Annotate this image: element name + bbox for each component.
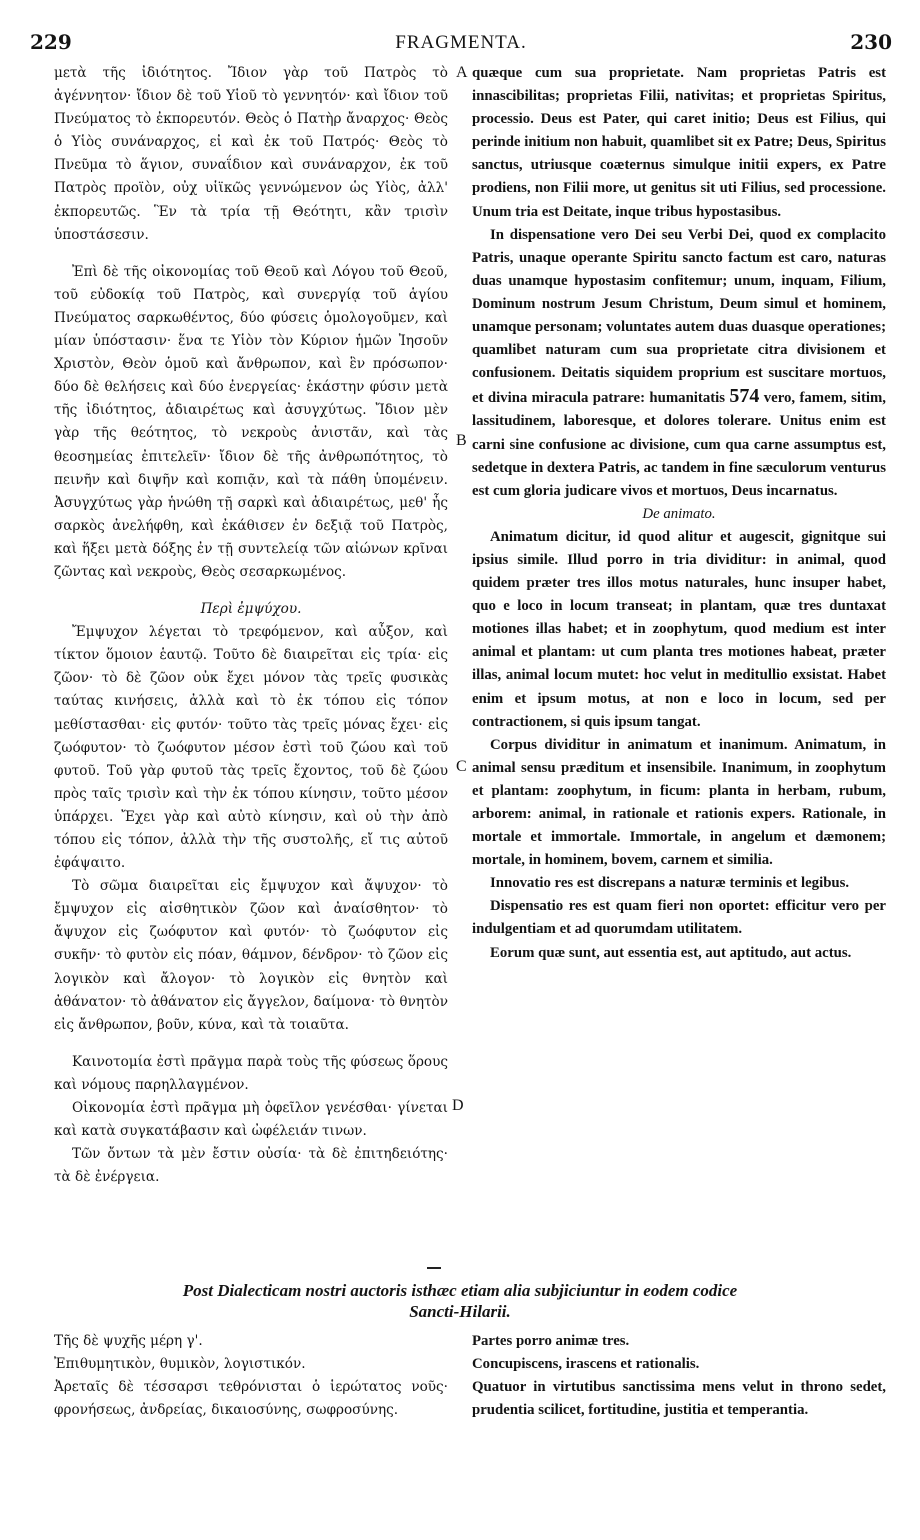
- bottom-latin-line: Quatuor in virtutibus sanctissima mens velut in throno sedet, prudentia scilicet, fortitudine, justitia et temperantia.: [472, 1379, 886, 1418]
- latin-section-heading: De animato.: [642, 505, 716, 522]
- latin-paragraph: Innovatio res est discrepans a naturæ terminis et legibus.: [490, 875, 850, 892]
- greek-paragraph: Καινοτομία ἐστὶ πρᾶγμα παρὰ τοὺς τῆς φύσεως ὅρους καὶ νόμους παρηλλαγμένον.: [54, 1053, 448, 1093]
- postscript-note: [60, 1280, 860, 1322]
- margin-letter-b: B: [456, 432, 467, 449]
- margin-letter-c: C: [456, 758, 467, 775]
- running-title: FRAGMENTA.: [395, 32, 527, 53]
- greek-column: [54, 62, 448, 1189]
- margin-letter-d: D: [452, 1097, 464, 1114]
- bottom-latin-line: Partes porro animæ tres.: [472, 1333, 630, 1349]
- greek-paragraph: μετὰ τῆς ἰδιότητος. Ἴδιον γὰρ τοῦ Πατρὸς τὸ ἀγέννητον· ἴδιον δὲ τοῦ Υἱοῦ τὸ γεννητόν· καὶ ἴδιον τοῦ Πνεύματος τὸ ἐκπορευτόν. Θεὸς ὁ Πατὴρ ἄναρχος· Θεὸς ὁ Υἱὸς συνάναρχος, εἰ καὶ ἐκ τοῦ Πατρός· Θεὸς τὸ Πνεῦμα τὸ ἅγιον, συναΐδιον καὶ συνάναρχον, ἐκ τοῦ Πατρὸς προϊὸν, οὐχ υἱϊκῶς γεννώμενον ὡς Υἱὸς, ἀλλ' ἐκπορευτῶς. Ἓν τὰ τρία τῇ Θεότητι, κἂν τρισὶν ὑποστάσεσιν.: [54, 65, 448, 243]
- postscript-line: Sancti-Hilarii.: [409, 1302, 511, 1321]
- left-page-number: 229: [30, 30, 72, 54]
- latin-column: [472, 62, 886, 965]
- bottom-greek-column: [54, 1330, 448, 1422]
- latin-paragraph: Dispensatio res est quam fieri non oportet: efficitur vero per indulgentiam et ad quorumdam utilitatem.: [472, 898, 886, 938]
- latin-text: In dispensatione vero Dei seu Verbi Dei, quod ex complacito Patris, unaque operante Spiritu sancto factum est caro, naturas duas unamque hypostasim confitemur; unum, inquam, Filium, Dominum nostrum Jesum Christum, Deum simul et hominem, unamque personam; voluntates autem duas duasque operationes; quamlibet naturam cum sua proprietate citra divisionem et confusionem. Deitatis siquidem proprium est suscitare mortuos, et divina miracula patrare: humanitatis: [472, 226, 886, 407]
- bottom-greek-line: Τῆς δὲ ψυχῆς μέρη γ'.: [54, 1333, 203, 1349]
- greek-paragraph: Τῶν ὄντων τὰ μὲν ἔστιν οὐσία· τὰ δὲ ἐπιτηδειότης· τὰ δὲ ἐνέργεια.: [54, 1146, 448, 1186]
- greek-paragraph: Τὸ σῶμα διαιρεῖται εἰς ἔμψυχον καὶ ἄψυχον· τὸ ἔμψυχον εἰς αἰσθητικὸν ζῶον καὶ ἀναίσθητον· τὸ ἄψυχον εἰς ζωόφυτον καὶ φυτόν· τὸ ζωόφυτον εἰς συκῆν· τὸ φυτὸν εἰς πόαν, θάμνον, δένδρον· τὸ ζῶον εἰς λογικὸν καὶ ἄλογον· τὸ λογικὸν εἰς θνητὸν καὶ ἀθάνατον· τὸ ἀθάνατον εἰς ἄγγελον, δαίμονα· τὸ θνητὸν εἰς ἄνθρωπον, βοῦν, κύνα, καὶ τὰ τοιαῦτα.: [54, 878, 448, 1033]
- bottom-greek-line: Ἀρεταῖς δὲ τέσσαρσι τεθρόνισται ὁ ἱερώτατος νοῦς· φρονήσεως, ἀνδρείας, δικαιοσύνης, σωφροσύνης.: [54, 1379, 448, 1418]
- latin-text: vero, famem, sitim, lassitudinem, laboresque, et dolores tolerare. Unitus enim est carni sine confusione ac divisione, cum qua carne assumptus est, sedetque in dextera Patris, ac tandem in fine sæculorum venturus est cum gloria judicare vivos et mortuos, Deus incarnatus.: [472, 390, 887, 499]
- margin-letter-a: A: [456, 64, 468, 81]
- separator-rule: [427, 1267, 441, 1269]
- bottom-greek-line: Ἐπιθυμητικὸν, θυμικὸν, λογιστικόν.: [54, 1356, 306, 1372]
- latin-paragraph: [472, 224, 886, 503]
- bottom-latin-column: [472, 1330, 886, 1422]
- greek-paragraph: Ἔμψυχον λέγεται τὸ τρεφόμενον, καὶ αὖξον, καὶ τίκτον ὅμοιον ἑαυτῷ. Τοῦτο δὲ διαιρεῖται εἰς τρία· εἰς ζῶον· τὸ δὲ ζῶον οὐκ ἔχει μόνον τὰς τρεῖς φυσικὰς ταύτας κινήσεις, ἀλλὰ καὶ τὸ ἐκ τόπου εἰς τόπον μεθίστασθαι· εἰς φυτόν· τοῦτο τὰς τρεῖς μόνας ἔχει· εἰς ζωόφυτον· τὸ ζωόφυτον μέσον ἐστὶ τοῦ ζώου καὶ τοῦ φυτοῦ. Τοῦ γὰρ φυτοῦ τὰς τρεῖς ἔχοντος, τοῦ δὲ ζώου πρὸς ταῖς τρισὶν καὶ τὴν ἐκ τόπου κίνησιν, τοῦτο μέσον ὑπάρχει. Ἔχει γὰρ καὶ αὐτὸ κίνησιν, καὶ οὐ τὴν ἀπὸ τόπου εἰς τόπον, ἀλλὰ τὴν τῆς συστολῆς, εἴ τις αὐτοῦ ἐφάψαιτο.: [54, 624, 448, 872]
- page-header: [30, 30, 892, 58]
- bottom-latin-line: Concupiscens, irascens et rationalis.: [472, 1356, 700, 1372]
- latin-paragraph: Corpus dividitur in animatum et inanimum. Animatum, in animal sensu præditum et insensibile. Inanimum, in zoophytum et plantam: zoophytum, in ficum: planta in herbam, rubum, arborem: animal, in rationale et rationis expers. Rationale, in mortale et immortale. Immortale, in angelum et dæmonem; mortale, in hominem, bovem, carnem et similia.: [472, 736, 886, 869]
- latin-paragraph: quæque cum sua proprietate. Nam proprietas Patris est innascibilitas; proprietas Filii, nativitas; et proprietas Spiritus, processio. Deus est Pater, qui caret initio; Deus est Filius, qui perinde initium non habuit, quamlibet sit ex Patre; Deus, Spiritus sanctus, utriusque coæternus simulque initii expers, ex Patre prodiens, non Filii more, ut genitus sit uti Filius, sed processione. Unum tria est Deitate, inque tribus hypostasibus.: [472, 65, 886, 220]
- greek-paragraph: Ἐπὶ δὲ τῆς οἰκονομίας τοῦ Θεοῦ καὶ Λόγου τοῦ Θεοῦ, τοῦ εὐδοκίᾳ τοῦ Πατρὸς, καὶ συνεργίᾳ τοῦ ἁγίου Πνεύματος σαρκωθέντος, δύο φύσεις ὁμολογοῦμεν, καὶ μίαν ὑπόστασιν· ἕνα τε Υἱὸν τὸν Κύριον ἡμῶν Ἰησοῦν Χριστὸν, Θεὸν ὁμοῦ καὶ ἄνθρωπον, καὶ ἓν πρόσωπον· δύο δὲ θελήσεις καὶ δύο ἐνεργείας· ἑκάστην φύσιν μετὰ τῆς ἰδιότητος, ἀδιαιρέτως καὶ ἀσυγχύτως. Ἴδιον μὲν γὰρ τῆς θεότητος, τὸ νεκροὺς ἀνιστᾶν, καὶ τὰς θεοσημείας ἐπιτελεῖν· ἴδιον δὲ τῆς ἀνθρωπότητος, τὸ πεινῆν καὶ διψῆν καὶ κοπιᾷν, καὶ τὰ πάθη ὑπομένειν. Ἀσυγχύτως γὰρ ἡνώθη τῇ σαρκὶ καὶ ἀδιαιρέτως, μεθ' ἧς σαρκὸς ἀνελήφθη, καὶ ἐκάθισεν ἐν δεξιᾷ τοῦ Πατρὸς, καὶ ἥξει μετὰ δόξης ἐν τῇ συντελείᾳ τῶν αἰώνων κρῖναι ζῶντας καὶ νεκροὺς, Θεὸς σεσαρκωμένος.: [54, 263, 448, 580]
- latin-paragraph: Animatum dicitur, id quod alitur et augescit, gignitque sui ipsius simile. Illud porro in tria dividitur: in animal, quod quidem præter tres illos motus naturales, hunc insuper habet, quo e loco in locum transeat; in plantam, quæ tres duntaxat motiones illas habet; et in zoophytum, quod medium est inter animal et plantam: ut cum planta tres motiones habeat, præter illas, animal locum mutet: hoc velut in meditullio exsistat. Habet enim et ipsum motus, at non e loco in locum, sed per contractionem, si quis ipsum tangat.: [472, 528, 886, 730]
- right-page-number: 230: [850, 30, 892, 54]
- page-marker: 574: [729, 385, 760, 408]
- greek-paragraph: Οἰκονομία ἐστὶ πρᾶγμα μὴ ὀφεῖλον γενέσθαι· γίνεται καὶ κατὰ συγκατάβασιν καὶ ὠφέλειάν τινων.: [54, 1100, 448, 1140]
- greek-section-heading: Περὶ ἐμψύχου.: [200, 601, 302, 618]
- latin-paragraph: Eorum quæ sunt, aut essentia est, aut aptitudo, aut actus.: [490, 944, 852, 961]
- postscript-line: Post Dialecticam nostri auctoris isthæc etiam alia subjiciuntur in eodem codice: [182, 1281, 738, 1300]
